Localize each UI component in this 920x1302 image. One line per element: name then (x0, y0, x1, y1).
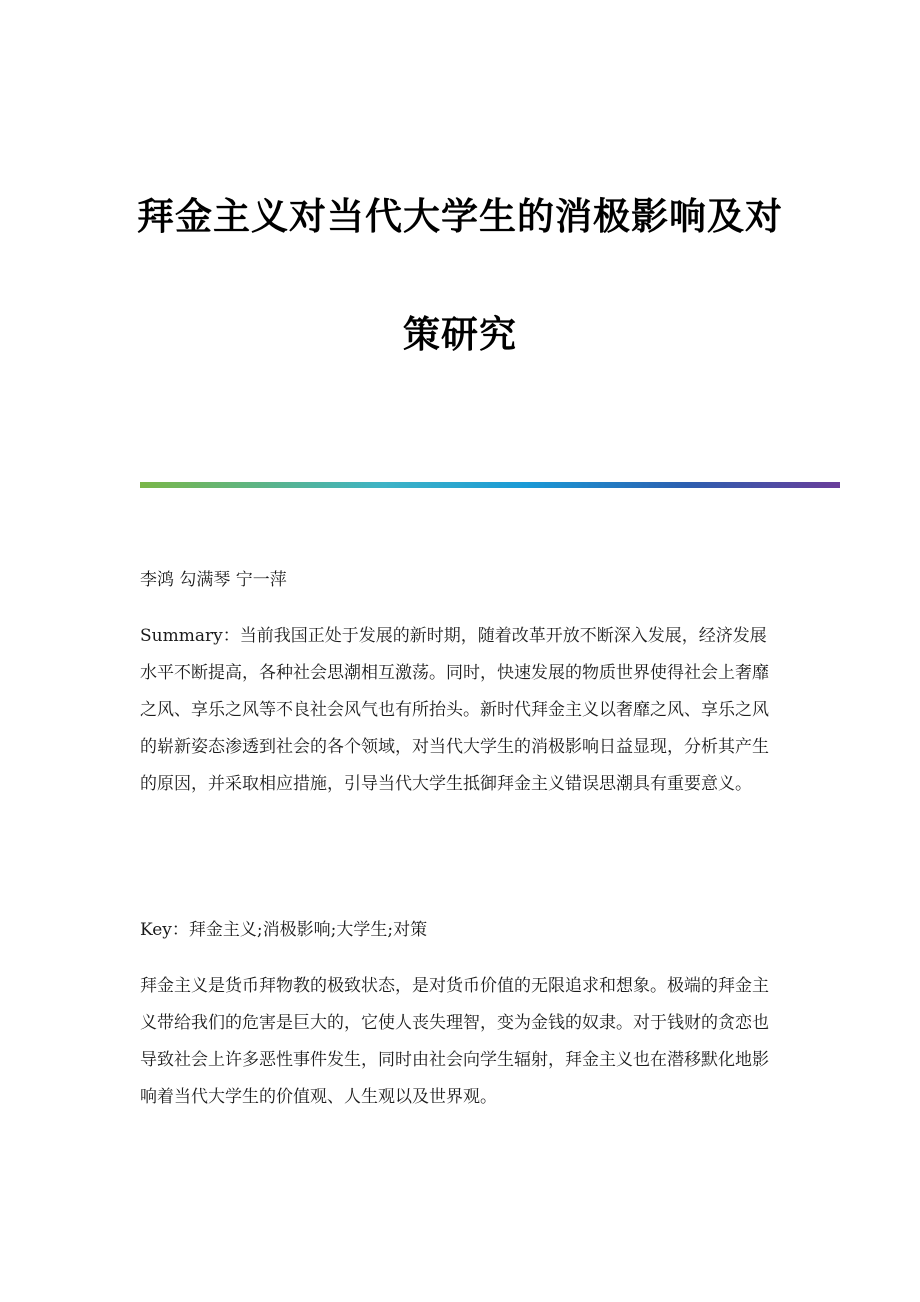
document-title-line-2: 策研究 (403, 313, 517, 356)
body-paragraph: 拜金主义是货币拜物教的极致状态，是对货币价值的无限追求和想象。极端的拜金主义带给我们的危害是巨大的，它使人丧失理智，变为金钱的奴隶。对于钱财的贪恋也导致社会上许多恶性事件发生，同时由社会向学生辐射，拜金主义也在潜移默化地影响着当代大学生的价值观、人生观以及世界观。 (140, 976, 769, 1107)
keywords-line: Key：拜金主义;消极影响;大学生;对策 (140, 920, 428, 940)
gradient-divider (140, 482, 840, 488)
document-title-line-1: 拜金主义对当代大学生的消极影响及对 (137, 195, 783, 238)
summary-paragraph: Summary：当前我国正处于发展的新时期，随着改革开放不断深入发展，经济发展水平不断提高，各种社会思潮相互激荡。同时，快速发展的物质世界使得社会上奢靡之风、享乐之风等不良社会风气也有所抬头。新时代拜金主义以奢靡之风、享乐之风的崭新姿态渗透到社会的各个领域，对当代大学生的消极影响日益显现，分析其产生的原因，并采取相应措施，引导当代大学生抵御拜金主义错误思潮具有重要意义。 (140, 626, 769, 794)
authors: 李鸿 勾满琴 宁一萍 (140, 570, 287, 590)
